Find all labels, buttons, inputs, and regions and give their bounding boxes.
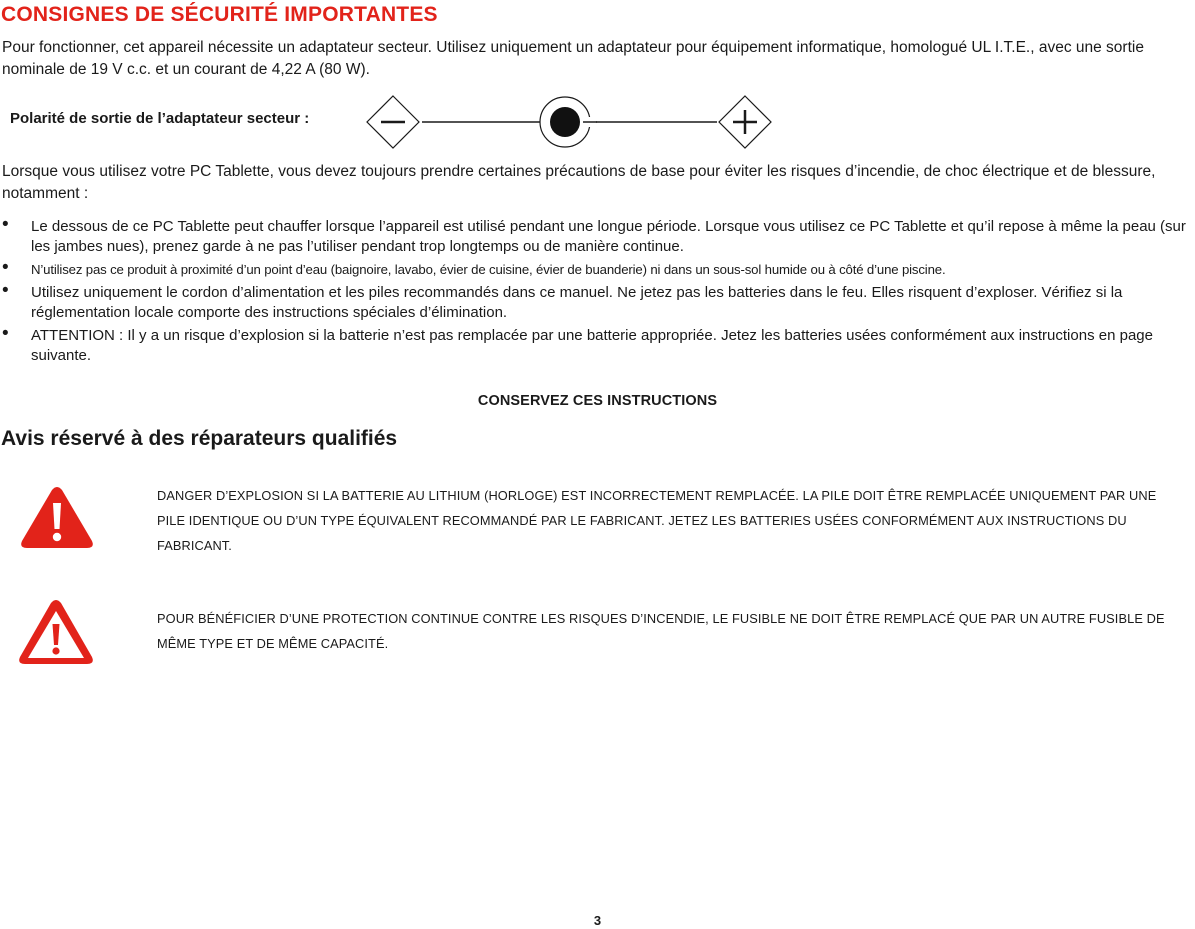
plus-terminal-icon: [719, 96, 771, 148]
page-number: 3: [593, 913, 602, 928]
conserve-instructions: CONSERVEZ CES INSTRUCTIONS: [477, 393, 718, 409]
polarity-diagram: [365, 92, 775, 152]
warning-triangle-icon: [19, 485, 95, 551]
warning-triangle-icon: [17, 598, 95, 668]
lithium-battery-warning: DANGER D’EXPLOSION SI LA BATTERIE AU LITHIUM (HORLOGE) EST INCORRECTEMENT REMPLACÉE. LA PILE DOIT ÊTRE REMPLACÉE UNIQUEMENT PAR UNE PILE IDENTIQUE OU D’UN TYPE ÉQUIVALENT RECOMMANDÉ PAR LE FABRICANT. JETEZ LES BATTERIES USÉES CONFORMÉMENT AUX INSTRUCTIONS DU FABRICANT.: [157, 488, 1157, 553]
list-item: • ATTENTION : Il y a un risque d’explosion si la batterie n’est pas remplacée par une batterie appropriée. Jetez les batteries usées conformément aux instructions en page suivante.: [2, 326, 1194, 366]
list-item: • Utilisez uniquement le cordon d’alimentation et les piles recommandés dans ce manuel. Ne jetez pas les batteries dans le feu. Elles risquent d’exploser. Vérifiez si la réglementation locale comporte des instructions spéciales d’élimination.: [2, 283, 1194, 323]
minus-terminal-icon: [367, 96, 419, 148]
center-pin-icon: [540, 97, 597, 147]
fuse-replacement-warning: POUR BÉNÉFICIER D’UNE PROTECTION CONTINUE CONTRE LES RISQUES D’INCENDIE, LE FUSIBLE NE DOIT ÊTRE REMPLACÉ QUE PAR UN AUTRE FUSIBLE DE MÊME TYPE ET DE MÊME CAPACITÉ.: [157, 611, 1165, 651]
intro-paragraph: Pour fonctionner, cet appareil nécessite un adaptateur secteur. Utilisez uniquement un adaptateur pour équipement informatique, homologué UL I.T.E., avec une sortie nominale de 19 V c.c. et un courant de 4,22 A (80 W).: [2, 39, 1144, 78]
list-item: • Le dessous de ce PC Tablette peut chauffer lorsque l’appareil est utilisé pendant une longue période. Lorsque vous utilisez ce PC Tablette et qu’il repose à même la peau (sur les jambes nues), prenez garde à ne pas l’utiliser pendant trop longtemps ou de manière continue.: [2, 217, 1194, 257]
qualified-repair-heading: Avis réservé à des réparateurs qualifiés: [1, 427, 398, 450]
precautions-lead: Lorsque vous utilisez votre PC Tablette, vous devez toujours prendre certaines précautions de base pour éviter les risques d’incendie, de choc électrique et de blessure, notamment :: [2, 163, 1156, 202]
polarity-label: Polarité de sortie de l’adaptateur secteur :: [10, 110, 310, 127]
list-item: • N’utilisez pas ce produit à proximité d’un point d’eau (baignoire, lavabo, évier de cuisine, évier de buanderie) ni dans un sous-sol humide ou à côté d’une piscine.: [2, 260, 1194, 280]
precautions-list: [2, 217, 1194, 369]
section-title: CONSIGNES DE SÉCURITÉ IMPORTANTES: [1, 3, 438, 26]
